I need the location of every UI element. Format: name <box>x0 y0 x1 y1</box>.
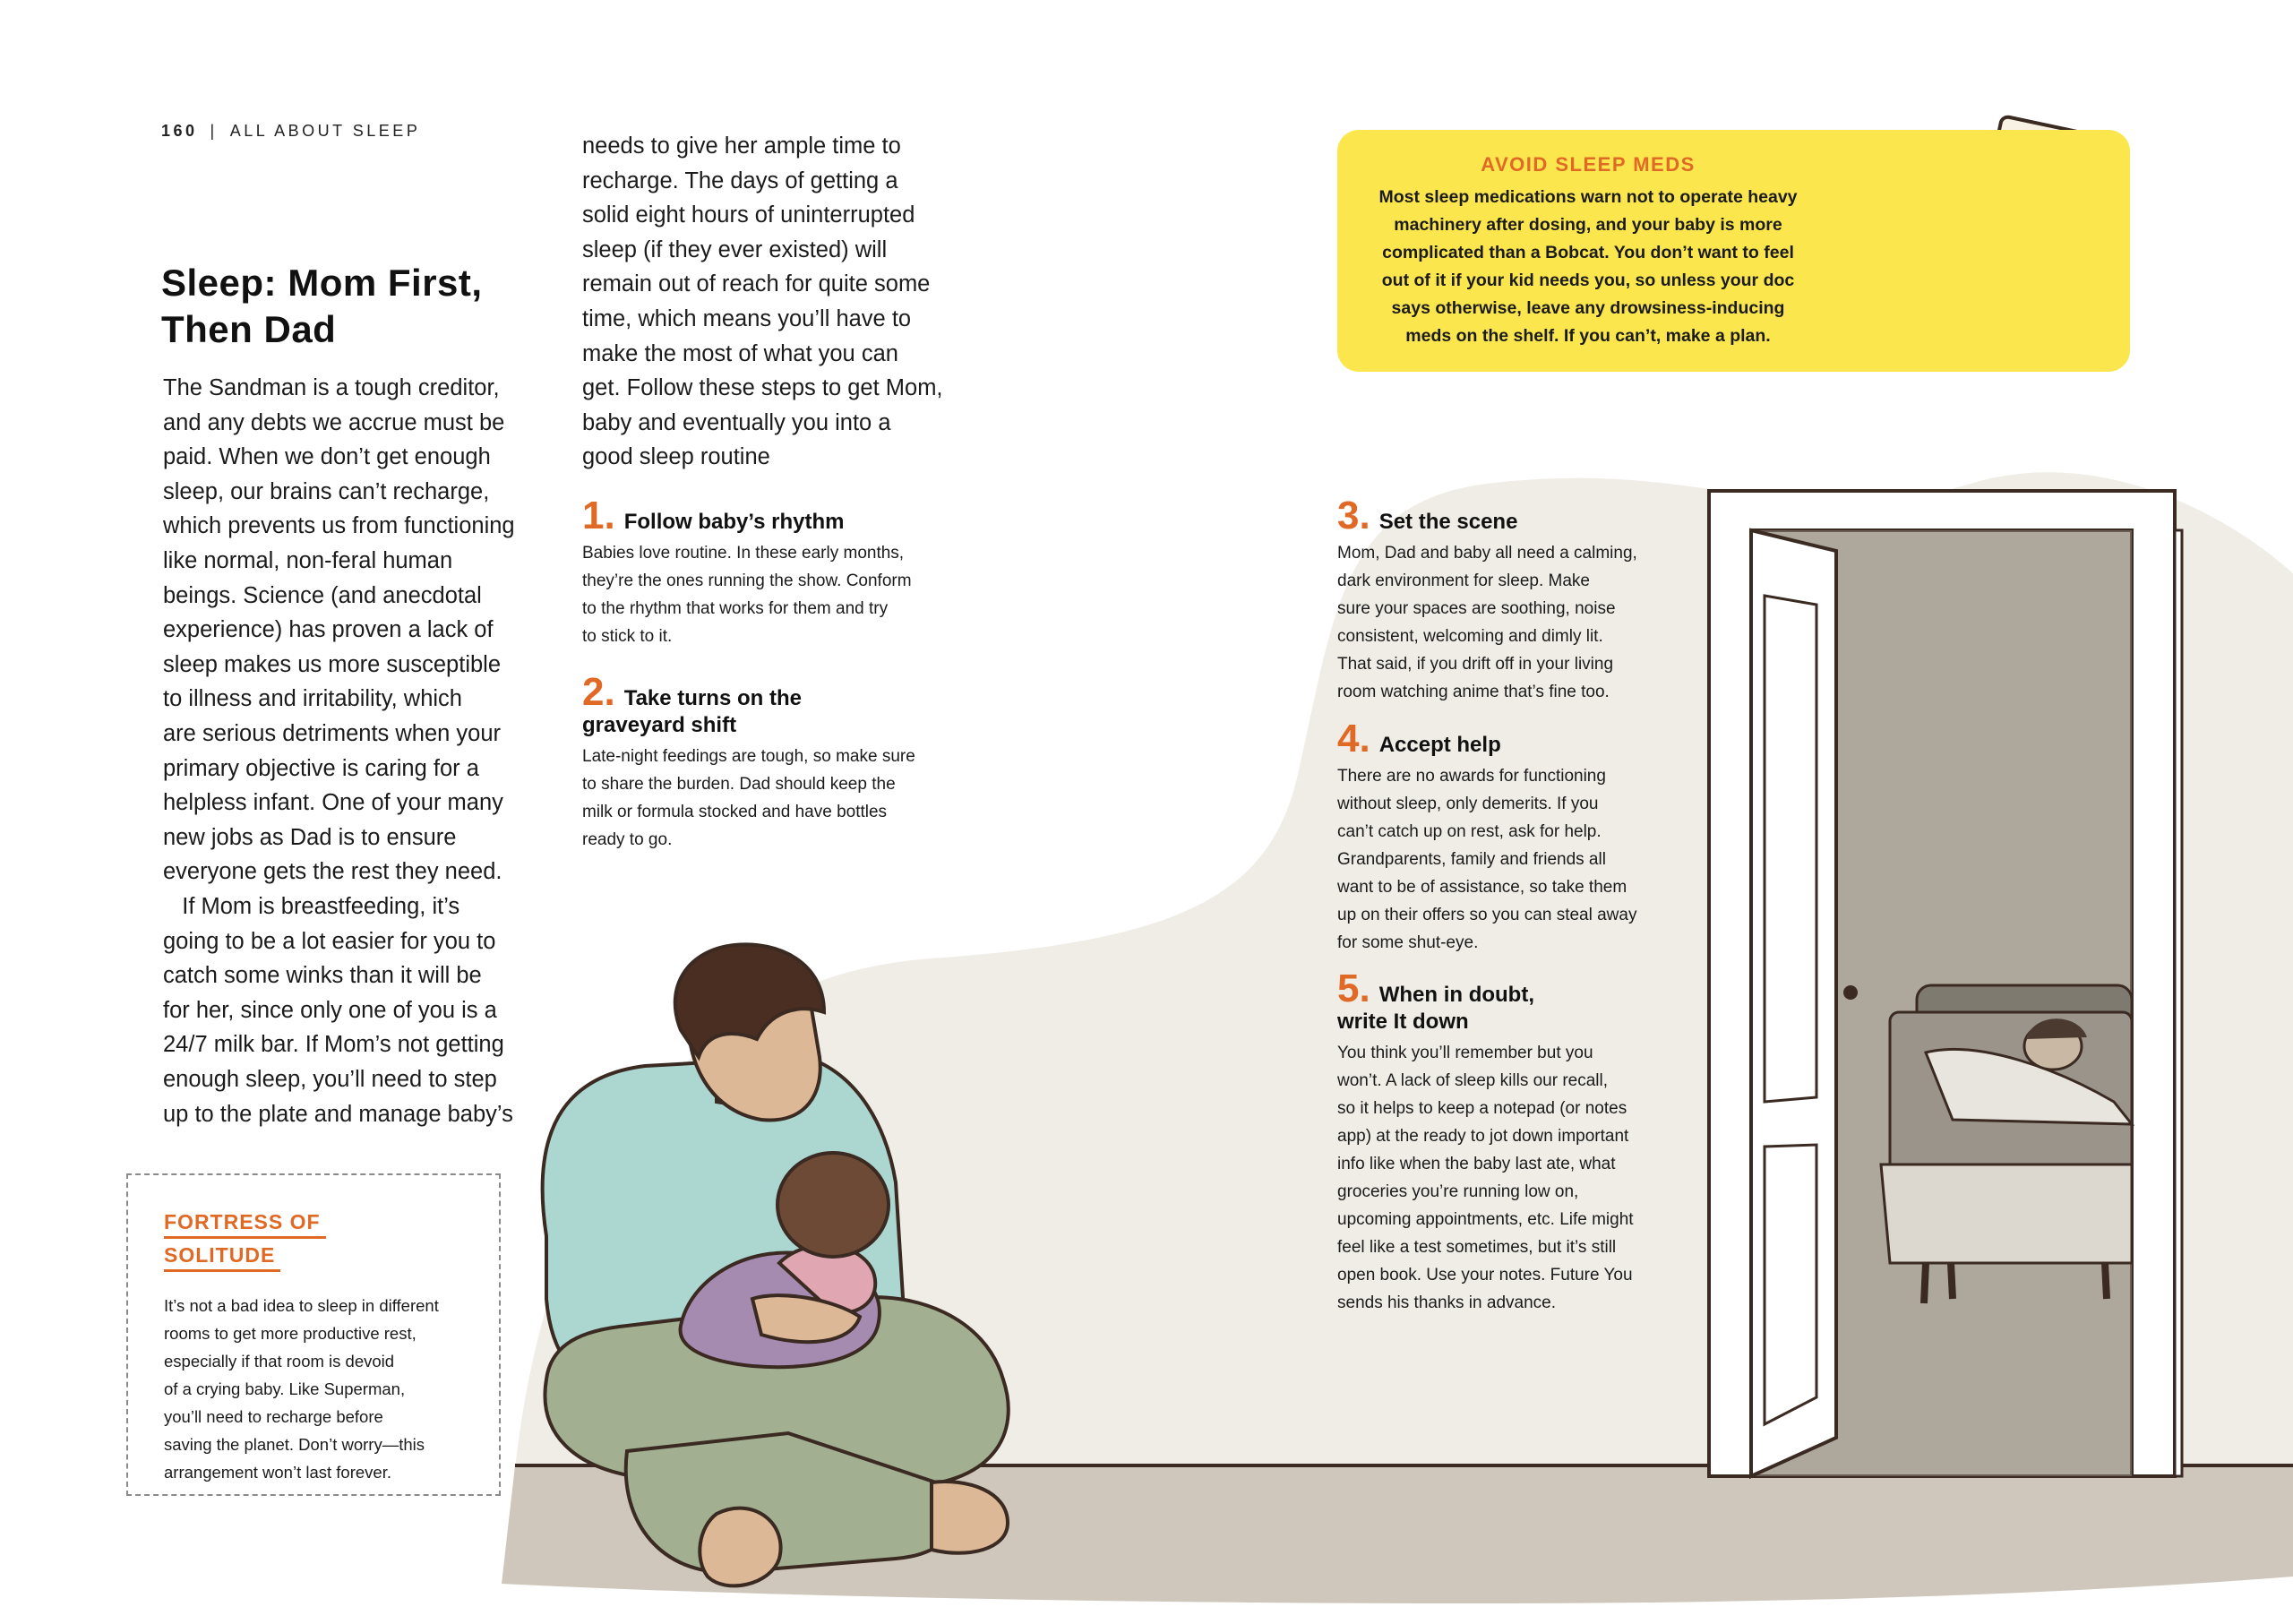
step-line: sends his thanks in advance. <box>1337 1293 1556 1312</box>
step-line: want to be of assistance, so take them <box>1337 878 1627 897</box>
body-line: get. Follow these steps to get Mom, <box>582 375 943 401</box>
step-number: 2. <box>582 670 615 714</box>
body-line: make the most of what you can <box>582 340 898 366</box>
step-title: When in doubt, <box>1378 983 1534 1007</box>
title-line: Sleep: Mom First, <box>161 262 483 304</box>
callout-line: says otherwise, leave any drowsiness-inducing <box>1391 298 1785 318</box>
step-title-line-2: write It down <box>1337 1010 1469 1034</box>
step-line: to share the burden. Dad should keep the <box>582 775 896 794</box>
sidebar-line: you’ll need to recharge before <box>164 1407 383 1426</box>
step-line: open book. Use your notes. Future You <box>1337 1266 1633 1285</box>
callout-line: complicated than a Bobcat. You don’t want to feel <box>1382 243 1794 262</box>
title-line: Then Dad <box>161 308 337 350</box>
callout-title: AVOID SLEEP MEDS <box>1481 153 1696 176</box>
step-line: You think you’ll remember but you <box>1337 1044 1593 1062</box>
step-body <box>582 743 967 854</box>
step-line: That said, if you drift off in your living <box>1337 655 1614 674</box>
step-line: Mom, Dad and baby all need a calming, <box>1337 544 1637 563</box>
sidebar-title-line: FORTRESS OF <box>164 1207 326 1239</box>
step-line: feel like a test sometimes, but it’s still <box>1337 1238 1617 1257</box>
step-number: 1. <box>582 494 615 537</box>
body-line: to illness and irritability, which <box>163 686 462 712</box>
body-line: helpless infant. One of your many <box>163 790 503 816</box>
body-paragraph-3 <box>582 129 943 475</box>
body-line: time, which means you’ll have to <box>582 305 912 331</box>
body-line: everyone gets the rest they need. <box>163 859 502 885</box>
body-line: sleep makes us more susceptible <box>163 651 502 677</box>
step-number: 4. <box>1337 717 1370 760</box>
body-line: beings. Science (and anecdotal <box>163 582 482 608</box>
step-line: to stick to it. <box>582 627 673 646</box>
body-line: The Sandman is a tough creditor, <box>163 375 500 400</box>
step-body <box>1337 1039 1722 1317</box>
body-line: for her, since only one of you is a <box>163 997 497 1023</box>
step-line: can’t catch up on rest, ask for help. <box>1337 822 1602 841</box>
step-line: upcoming appointments, etc. Life might <box>1337 1210 1634 1229</box>
body-line: are serious detriments when your <box>163 720 502 746</box>
sidebar-body <box>164 1292 499 1486</box>
step-body <box>1337 539 1722 706</box>
step-3 <box>1337 494 1722 706</box>
step-body <box>582 539 967 650</box>
step-body <box>1337 762 1722 957</box>
body-line: paid. When we don’t get enough <box>163 444 491 470</box>
body-line: solid eight hours of uninterrupted <box>582 202 915 228</box>
step-number: 3. <box>1337 494 1370 537</box>
sidebar-line: saving the planet. Don’t worry—this <box>164 1435 425 1454</box>
body-line: experience) has proven a lack of <box>163 617 494 643</box>
sidebar-fortress-of-solitude <box>126 1173 501 1496</box>
step-line: without sleep, only demerits. If you <box>1337 795 1599 813</box>
sidebar-line: rooms to get more productive rest, <box>164 1324 417 1343</box>
step-line: app) at the ready to jot down important <box>1337 1127 1629 1146</box>
step-5 <box>1337 967 1722 1317</box>
step-4 <box>1337 717 1722 957</box>
header-separator: | <box>210 122 218 140</box>
step-line: There are no awards for functioning <box>1337 767 1606 786</box>
step-line: Babies love routine. In these early months, <box>582 544 905 563</box>
body-line: If Mom is breastfeeding, it’s <box>163 894 460 919</box>
step-line: ready to go. <box>582 830 673 849</box>
body-line: like normal, non-feral human <box>163 547 453 573</box>
step-line: won’t. A lack of sleep kills our recall, <box>1337 1071 1609 1090</box>
step-2 <box>582 670 967 854</box>
body-line: going to be a lot easier for you to <box>163 928 496 954</box>
step-line: groceries you’re running low on, <box>1337 1182 1579 1201</box>
step-title: Take turns on the <box>623 686 802 710</box>
callout-line: Most sleep medications warn not to operate heavy <box>1378 187 1798 207</box>
callout-line: out of it if your kid needs you, so unless your doc <box>1381 271 1795 290</box>
body-line: remain out of reach for quite some <box>582 271 931 297</box>
body-line: baby and eventually you into a <box>582 409 891 435</box>
section-name: ALL ABOUT SLEEP <box>229 122 421 140</box>
step-title: Accept help <box>1378 733 1501 757</box>
running-header <box>161 122 420 141</box>
step-line: sure your spaces are soothing, noise <box>1337 599 1616 618</box>
step-title: Follow baby’s rhythm <box>623 510 845 534</box>
body-line: 24/7 milk bar. If Mom’s not getting <box>163 1032 504 1058</box>
step-line: consistent, welcoming and dimly lit. <box>1337 627 1603 646</box>
body-line: good sleep routine <box>582 444 770 470</box>
step-title-line-2: graveyard shift <box>582 713 737 737</box>
body-line: new jobs as Dad is to ensure <box>163 824 457 850</box>
body-line: and any debts we accrue must be <box>163 409 505 435</box>
step-line: to the rhythm that works for them and try <box>582 599 889 618</box>
step-line: up on their offers so you can steal away <box>1337 906 1637 924</box>
step-line: Grandparents, family and friends all <box>1337 850 1606 869</box>
step-line: room watching anime that’s fine too. <box>1337 683 1610 701</box>
step-line: Late-night feedings are tough, so make sure <box>582 747 915 766</box>
body-line: which prevents us from functioning <box>163 513 515 539</box>
sidebar-line: It’s not a bad idea to sleep in different <box>164 1296 439 1315</box>
body-line: sleep (if they ever existed) will <box>582 236 888 262</box>
sidebar-line: especially if that room is devoid <box>164 1352 395 1371</box>
body-line: catch some winks than it will be <box>163 963 482 989</box>
sidebar-line: arrangement won’t last forever. <box>164 1463 391 1482</box>
body-line: primary objective is caring for a <box>163 755 479 781</box>
step-line: info like when the baby last ate, what <box>1337 1155 1616 1173</box>
body-paragraph-1 <box>163 371 515 889</box>
step-line: milk or formula stocked and have bottles <box>582 803 888 821</box>
page-number: 160 <box>161 122 198 140</box>
step-title: Set the scene <box>1378 510 1518 534</box>
sidebar-line: of a crying baby. Like Superman, <box>164 1379 406 1398</box>
step-1 <box>582 494 967 650</box>
step-line: so it helps to keep a notepad (or notes <box>1337 1099 1627 1118</box>
article-title <box>161 260 537 353</box>
callout-line: meds on the shelf. If you can’t, make a plan. <box>1405 326 1771 346</box>
callout-line: machinery after dosing, and your baby is more <box>1394 215 1782 235</box>
body-line: up to the plate and manage baby’s <box>163 1101 513 1127</box>
step-line: dark environment for sleep. Make <box>1337 571 1590 590</box>
body-line: needs to give her ample time to <box>582 133 901 159</box>
body-line: sleep, our brains can’t recharge, <box>163 478 490 504</box>
sidebar-title <box>164 1206 499 1272</box>
body-paragraph-2 <box>163 889 513 1131</box>
body-line: recharge. The days of getting a <box>582 168 898 193</box>
step-number: 5. <box>1337 967 1370 1010</box>
sidebar-title-line: SOLITUDE <box>164 1241 280 1272</box>
callout-avoid-sleep-meds <box>1337 130 2130 372</box>
body-line: enough sleep, you’ll need to step <box>163 1066 497 1092</box>
step-line: for some shut-eye. <box>1337 933 1479 952</box>
callout-body <box>1337 184 1839 350</box>
step-line: they’re the ones running the show. Conform <box>582 571 912 590</box>
doorway <box>1709 491 2182 1476</box>
